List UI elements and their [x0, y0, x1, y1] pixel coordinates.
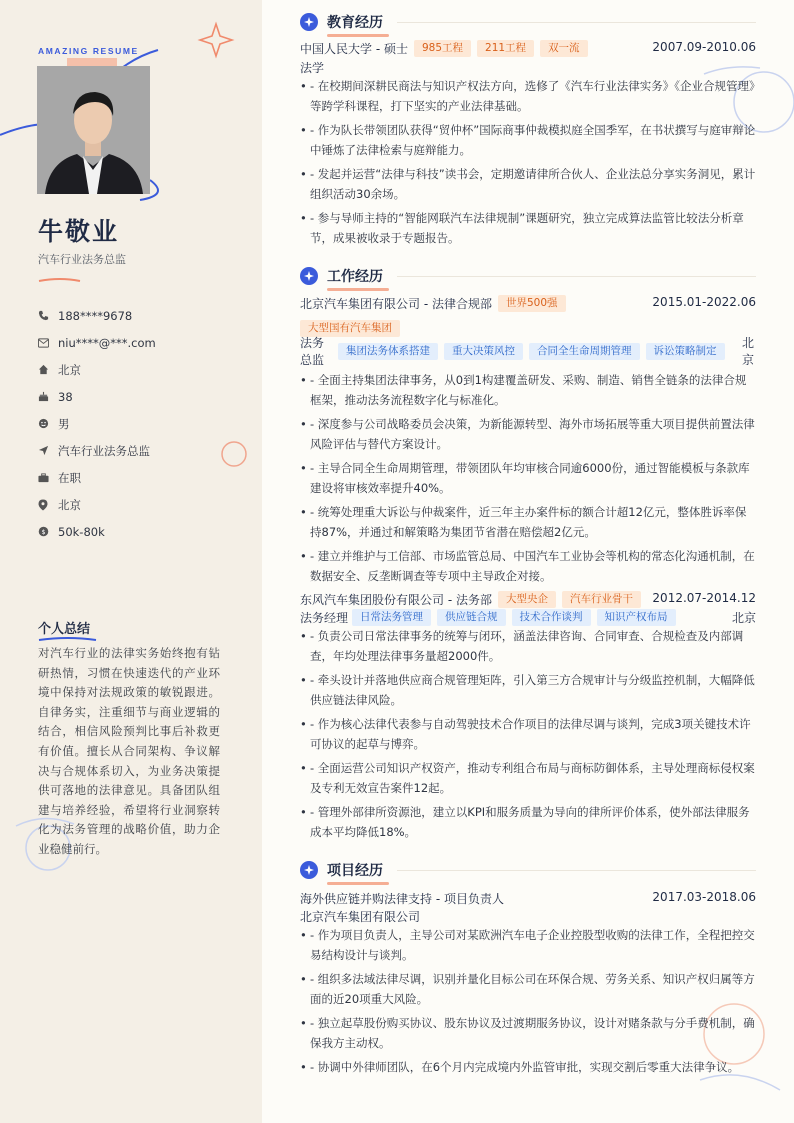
job-entry-header	[300, 591, 756, 608]
contact-info	[38, 302, 253, 545]
info-location	[38, 491, 253, 518]
list-item: • - 牵头设计并落地供应商合规管理矩阵，引入第三方合规审计与分级监控机制，大幅降低供应链法律风险。	[300, 670, 756, 710]
info-email	[38, 329, 253, 356]
company-name: 北京汽车集团有限公司 - 法律合规部	[300, 297, 492, 311]
salary-icon	[38, 526, 58, 537]
sparkle-icon	[300, 861, 318, 879]
project-org: 北京汽车集团有限公司	[300, 910, 421, 924]
skill-tag: 合同全生命周期管理	[529, 343, 640, 360]
phone-text: 188****9678	[58, 308, 133, 323]
list-item: • - 作为队长带领团队获得“贸仲杯”国际商事仲裁模拟庭全国季军，在书状撰写与庭审辩论中锤炼了法律检索与庭辩能力。	[300, 120, 756, 160]
job-city: 北京	[742, 336, 755, 367]
name-underline	[38, 277, 82, 283]
list-item: • - 组织多法域法律尽调，识别并量化目标公司在环保合规、劳务关系、知识产权归属等方面的近20项重大风险。	[300, 969, 756, 1009]
tag-badge: 大型国有汽车集团	[300, 320, 400, 337]
job-role: 法务经理	[300, 611, 349, 625]
age-text: 38	[58, 389, 73, 404]
home-icon	[38, 364, 58, 375]
work-section-header	[300, 264, 756, 288]
job-tag-row	[300, 316, 400, 337]
tag-badge: 211工程	[477, 40, 534, 57]
phone-icon	[38, 310, 58, 321]
summary-underline	[38, 636, 98, 642]
cake-icon	[38, 391, 58, 402]
skill-tag: 供应链合规	[437, 609, 506, 626]
email-text: niu****@***.com	[58, 335, 156, 350]
education-entry-header	[300, 40, 756, 57]
date-range: 2007.09-2010.06	[652, 40, 756, 54]
info-phone	[38, 302, 253, 329]
tag-badge: 大型央企	[498, 591, 556, 608]
list-item: • - 协调中外律师团队，在6个月内完成境内外监管审批，实现交割后零重大法律争议。	[300, 1057, 756, 1077]
list-item: • - 作为核心法律代表参与自动驾驶技术合作项目的法律尽调与谈判，完成3项关键技术许可协议的起草与博弈。	[300, 714, 756, 754]
list-item: • - 建立并维护与工信部、市场监管总局、中国汽车工业协会等机构的常态化沟通机制，在数据安全、反垄断调查等专项中主导政企对接。	[300, 546, 756, 586]
home-text: 北京	[58, 362, 81, 377]
project-name: 海外供应链并购法律支持 - 项目负责人	[300, 892, 504, 906]
list-item: • - 全面主持集团法律事务，从0到1构建覆盖研发、采购、制造、销售全链条的法律合规框架，推动法务流程数字化与标准化。	[300, 370, 756, 410]
section-title: 教育经历	[327, 12, 383, 32]
job-bullets	[300, 370, 756, 590]
skill-tag: 知识产权布局	[597, 609, 676, 626]
list-item: • - 参与导师主持的“智能网联汽车法律规制”课题研究，独立完成算法监管比较法分析章节，成果被收录于专题报告。	[300, 208, 756, 248]
location-text: 北京	[58, 497, 81, 512]
job-bullets	[300, 626, 756, 846]
list-item: • - 在校期间深耕民商法与知识产权法方向，选修了《汽车行业法律实务》《企业合规管理》等跨学科课程，打下坚实的产业法律基础。	[300, 76, 756, 116]
list-item: • - 主导合同全生命周期管理，带领团队年均审核合同逾6000份，通过智能模板与条款库建设将审核效率提升40%。	[300, 458, 756, 498]
education-bullets	[300, 76, 756, 252]
mail-icon	[38, 338, 58, 348]
skill-tags	[352, 609, 732, 626]
company-name: 东风汽车集团股份有限公司 - 法务部	[300, 593, 492, 607]
list-item: • - 深度参与公司战略委员会决策，为新能源转型、海外市场拓展等重大项目提供前置法律风险评估与替代方案设计。	[300, 414, 756, 454]
job-role-row	[300, 609, 756, 626]
gender-text: 男	[58, 416, 70, 431]
list-item: • - 全面运营公司知识产权资产，推动专利组合布局与商标防御体系，主导处理商标侵权案及专利无效宣告案件12起。	[300, 758, 756, 798]
date-range: 2012.07-2014.12	[652, 591, 756, 605]
project-section-header	[300, 858, 756, 882]
svg-text:$: $	[41, 527, 46, 536]
list-item: • - 作为项目负责人，主导公司对某欧洲汽车电子企业控股型收购的法律工作，全程把控交易结构设计与谈判。	[300, 925, 756, 965]
briefcase-icon	[38, 473, 58, 483]
job-role-row	[300, 335, 756, 369]
list-item: • - 管理外部律所资源池，建立以KPI和服务质量为导向的律所评价体系，使外部法律服务成本平均降低18%。	[300, 802, 756, 842]
location-pin-icon	[38, 499, 58, 511]
status-text: 在职	[58, 470, 81, 485]
list-item: • - 发起并运营“法律与科技”读书会，定期邀请律所合伙人、企业法总分享实务洞见，累计组织活动30余场。	[300, 164, 756, 204]
avatar	[37, 66, 150, 194]
info-home	[38, 356, 253, 383]
send-icon	[38, 445, 58, 456]
job-role: 法务总监	[300, 336, 325, 367]
section-title: 工作经历	[327, 266, 383, 286]
job-city: 北京	[731, 611, 756, 625]
tag-badge: 汽车行业骨干	[562, 591, 641, 608]
sparkle-icon	[300, 13, 318, 31]
candidate-title: 汽车行业法务总监	[38, 253, 126, 266]
info-age	[38, 383, 253, 410]
salary-text: 50k-80k	[58, 524, 105, 539]
skill-tag: 重大决策风控	[444, 343, 523, 360]
info-status	[38, 464, 253, 491]
tag-badge: 双一流	[540, 40, 588, 57]
target-role-text: 汽车行业法务总监	[58, 443, 150, 458]
major: 法学	[300, 61, 325, 75]
project-entry-header	[300, 890, 756, 907]
skill-tags	[338, 343, 742, 360]
profile-photo	[37, 66, 150, 194]
candidate-name: 牛敬业	[38, 217, 120, 246]
education-section-header	[300, 10, 756, 34]
list-item: • - 独立起草股份购买协议、股东协议及过渡期服务协议，设计对赌条款与分手费机制，确保我方主动权。	[300, 1013, 756, 1053]
divider	[397, 276, 756, 277]
divider	[397, 870, 756, 871]
skill-tag: 诉讼策略制定	[646, 343, 725, 360]
date-range: 2017.03-2018.06	[652, 890, 756, 904]
tag-badge: 985工程	[414, 40, 471, 57]
skill-tag: 技术合作谈判	[512, 609, 591, 626]
date-range: 2015.01-2022.06	[652, 295, 756, 309]
sparkle-icon	[300, 267, 318, 285]
face-icon	[38, 418, 58, 429]
project-bullets	[300, 925, 756, 1081]
school-name: 中国人民大学 - 硕士	[300, 42, 408, 56]
resume-banner: AMAZING RESUME	[38, 46, 139, 56]
section-title: 项目经历	[327, 860, 383, 880]
info-salary	[38, 518, 253, 545]
skill-tag: 集团法务体系搭建	[338, 343, 438, 360]
list-item: • - 统筹处理重大诉讼与仲裁案件，近三年主办案件标的额合计超12亿元，整体胜诉率保持87%，并通过和解策略为集团节省潜在赔偿超2亿元。	[300, 502, 756, 542]
job-entry-header	[300, 295, 756, 312]
info-target-role	[38, 437, 253, 464]
tag-badge: 世界500强	[498, 295, 566, 312]
skill-tag: 日常法务管理	[352, 609, 431, 626]
summary-heading: 个人总结	[38, 622, 91, 637]
person-silhouette-icon	[37, 66, 150, 194]
summary-text: 对汽车行业的法律实务始终抱有钻研热情，习惯在快速迭代的产业环境中保持对法规政策的敏锐跟进。自律务实，注重细节与商业逻辑的结合，相信风险预判比事后补救更有价值。擅长从合同架构、争议解决与合规体系切入，为业务决策提供可落地的法律意见。具备团队组建与培养经验，希望将行业洞察转化为法务管理的战略价值，助力企业稳健前行。	[38, 646, 220, 856]
divider	[397, 22, 756, 23]
list-item: • - 负责公司日常法律事务的统筹与闭环，涵盖法律咨询、合同审查、合规检查及内部调查，年均处理法律事务量超2000件。	[300, 626, 756, 666]
info-gender	[38, 410, 253, 437]
